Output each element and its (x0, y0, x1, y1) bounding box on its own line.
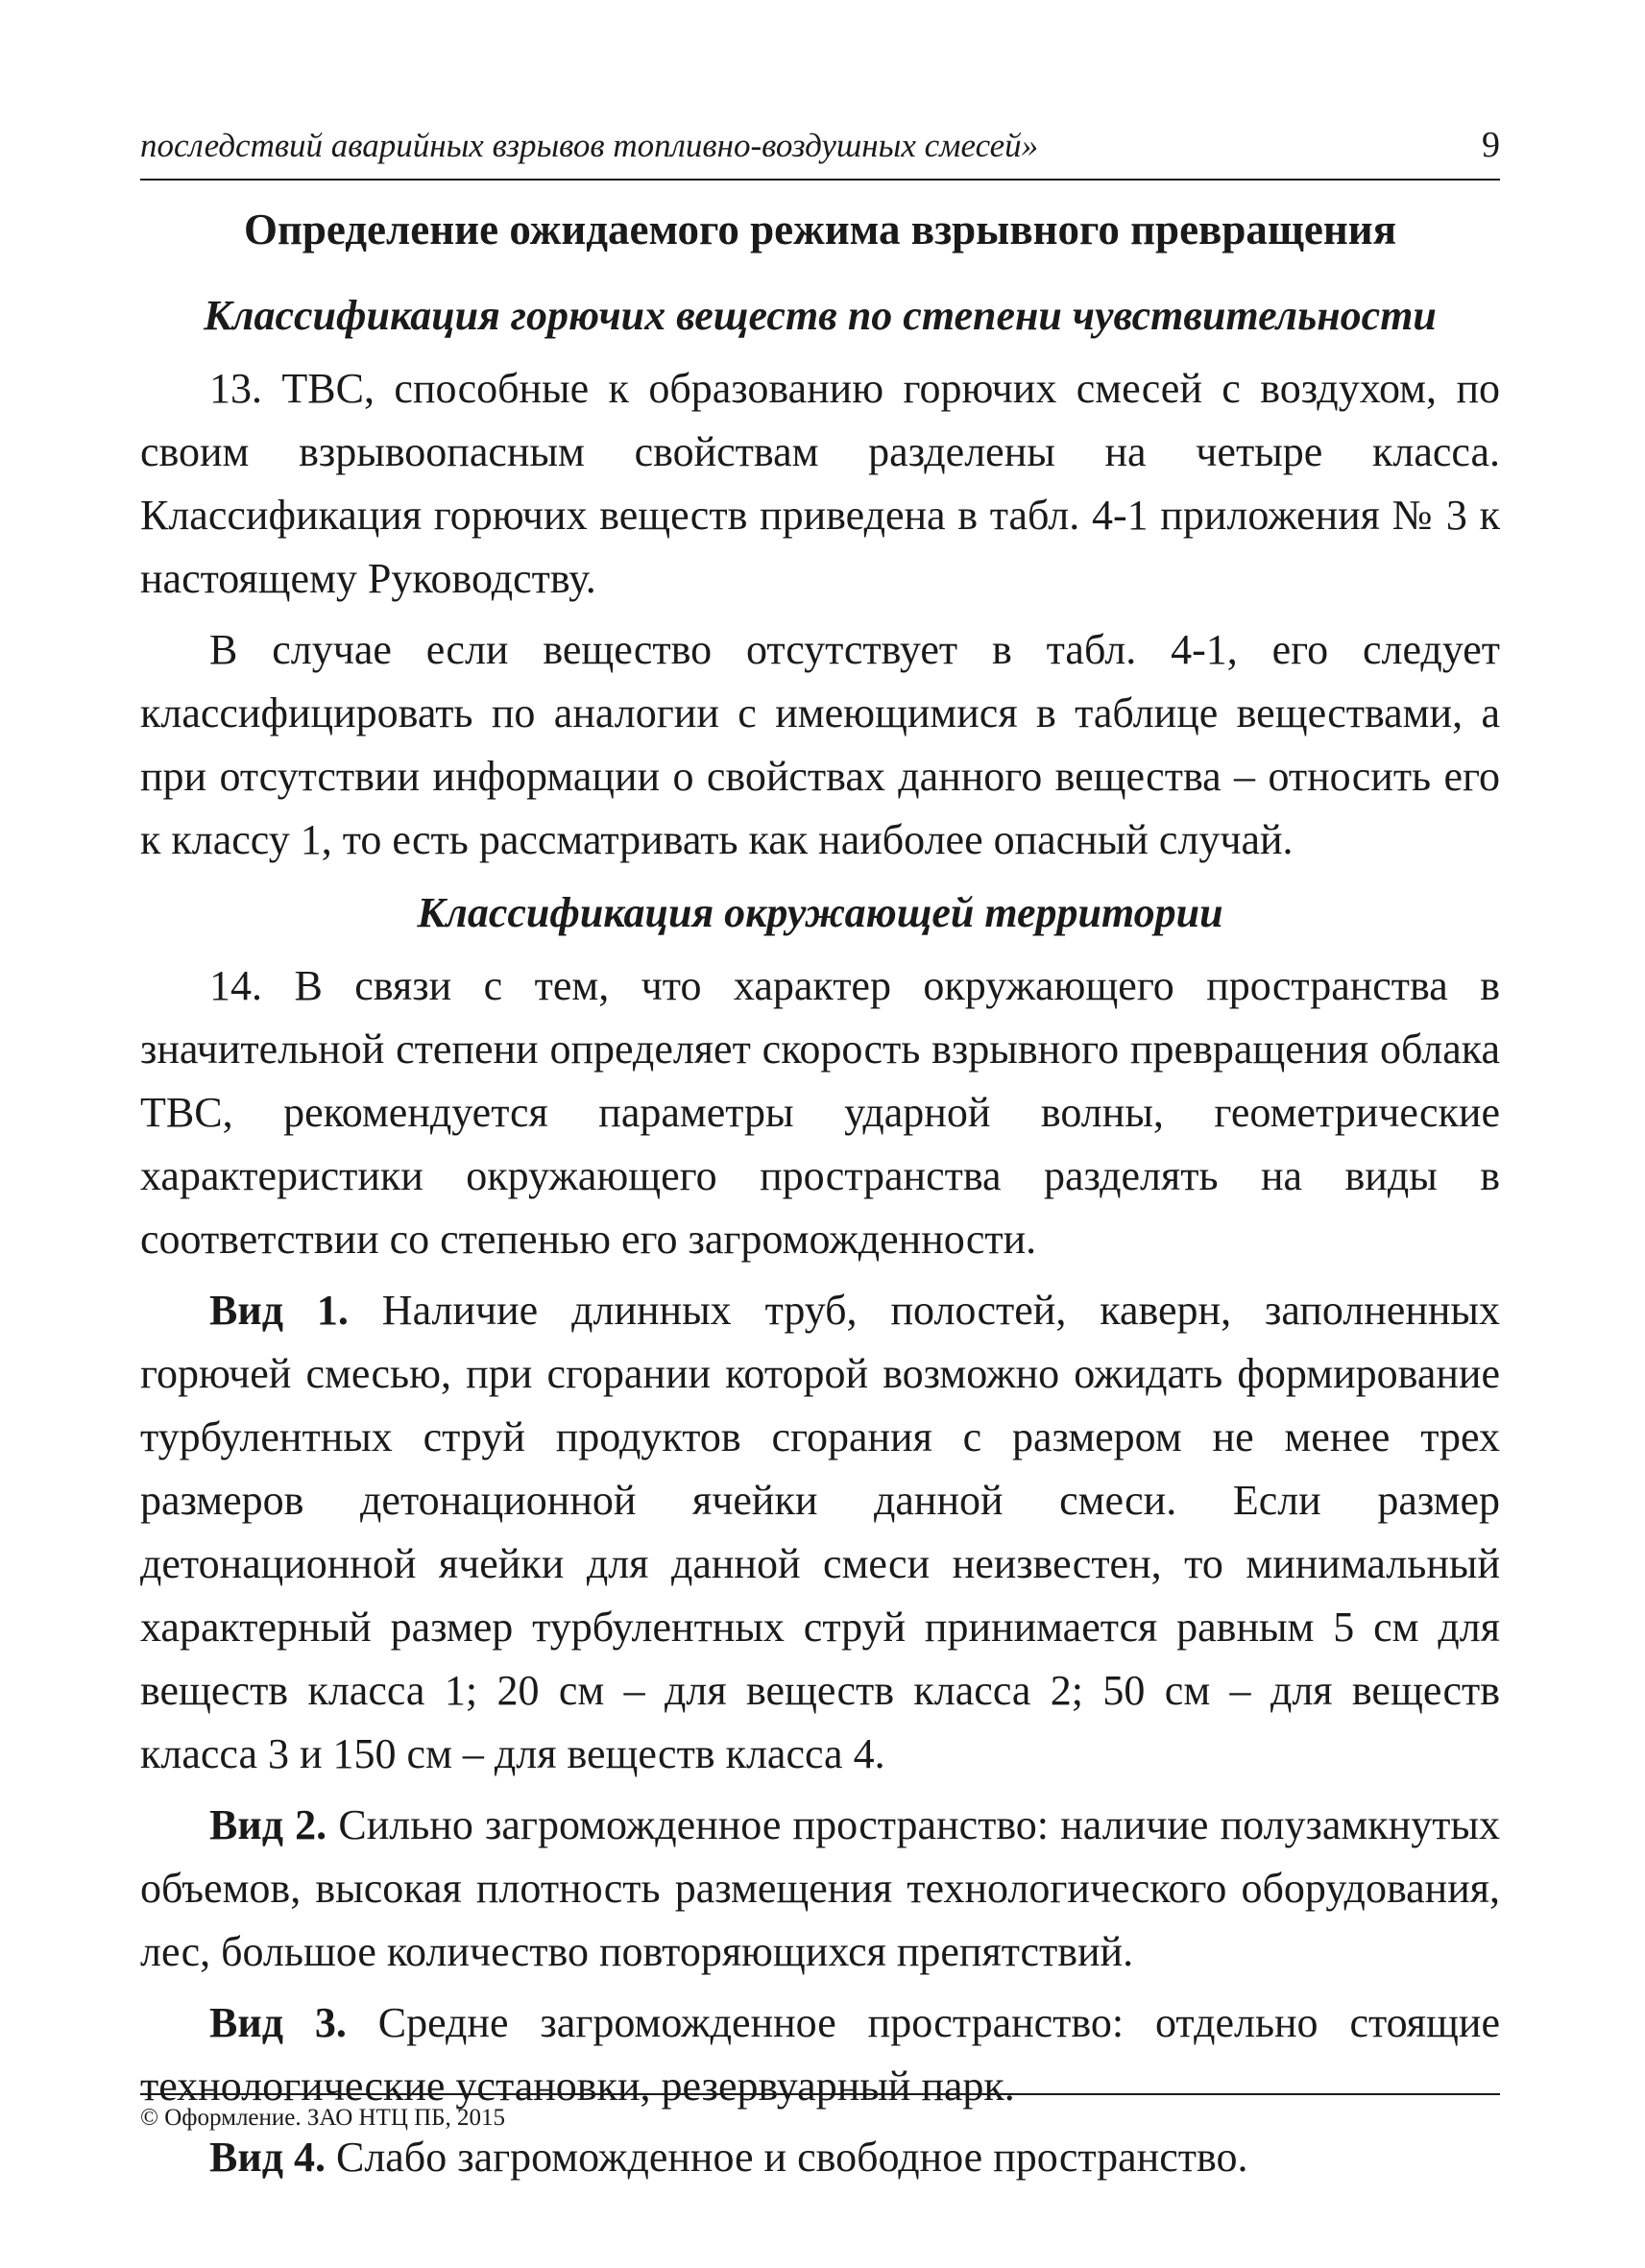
running-header (140, 123, 1500, 181)
vid-4-label: Вид 4. (209, 2134, 326, 2181)
paragraph-vid-3 (140, 1991, 1500, 2118)
page-content (140, 188, 1500, 2189)
paragraph-vid-2 (140, 1794, 1500, 1984)
vid-3-text: Средне загроможденное пространство: отдельно стоящие технологические установки, резервуарный парк. (140, 1999, 1500, 2110)
vid-1-label: Вид 1. (209, 1287, 349, 1334)
section-heading: Определение ожидаемого режима взрывного превращения (243, 205, 1397, 253)
paragraph-13-continued: В случае если вещество отсутствует в табл. 4-1, его следует классифицировать по аналогии с имеющимися в таблице веществами, а при отсутствии информации о свойствах данного вещества – относить его к классу 1, то есть рассматривать как наиболее опасный случай. (140, 626, 1500, 863)
footer-copyright: © Оформление. ЗАО НТЦ ПБ, 2015 (140, 2105, 506, 2131)
paragraph-13: 13. ТВС, способные к образованию горючих смесей с воздухом, по своим взрывоопасным свойствам разделены на четыре класса. Классификация горючих веществ приведена в табл. 4-1 приложения № 3 к настоящему Руководству. (140, 365, 1500, 602)
subheading-substance-classification: Классификация горючих веществ по степени чувствительности (204, 292, 1437, 339)
paragraph-vid-1 (140, 1279, 1500, 1786)
paragraph-vid-4 (140, 2126, 1500, 2189)
vid-4-text: Слабо загроможденное и свободное пространство. (325, 2134, 1248, 2181)
subheading-territory-classification: Классификация окружающей территории (417, 889, 1223, 936)
paragraph-14: 14. В связи с тем, что характер окружающего пространства в значительной степени определяет скорость взрывного превращения облака ТВС, рекомендуется параметры ударной волны, геометрические характеристики окружающего пространства разделять на виды в соответствии со степенью его загроможденности. (140, 962, 1500, 1263)
page-number: 9 (1482, 125, 1500, 165)
vid-2-label: Вид 2. (209, 1801, 327, 1848)
vid-2-text: Сильно загроможденное пространство: наличие полузамкнутых объемов, высокая плотность размещения технологического оборудования, лес, большое количество повторяющихся препятствий. (140, 1801, 1500, 1975)
vid-1-text: Наличие длинных труб, полостей, каверн, заполненных горючей смесью, при сгорании которой возможно ожидать формирование турбулентных струй продуктов сгорания с размером не менее трех размеров детонационной ячейки данной смеси. Если размер детонационной ячейки для данной смеси неизвестен, то минимальный характерный размер турбулентных струй принимается равным 5 см для веществ класса 1; 20 см – для веществ класса 2; 50 см – для веществ класса 3 и 150 см – для веществ класса 4. (140, 1287, 1500, 1777)
footer-divider (140, 2093, 1500, 2095)
running-title: последствий аварийных взрывов топливно-воздушных смесей» (140, 127, 1039, 164)
vid-3-label: Вид 3. (209, 1999, 347, 2046)
